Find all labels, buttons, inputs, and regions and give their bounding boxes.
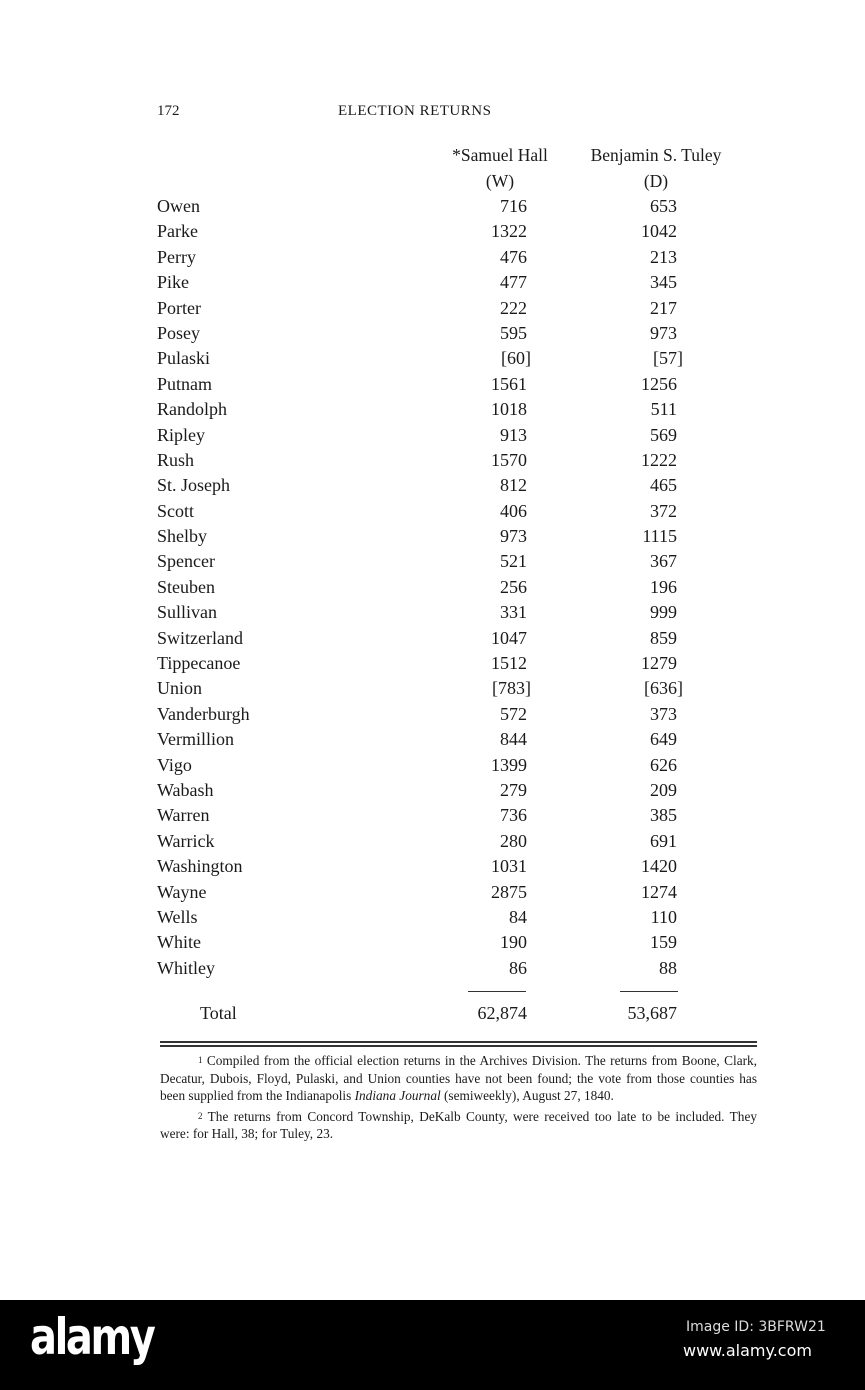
hall-votes: 716 bbox=[500, 196, 527, 216]
total-hall: 62,874 bbox=[477, 1003, 527, 1023]
footnote-rule-bottom bbox=[160, 1045, 757, 1047]
hall-votes: 406 bbox=[500, 500, 527, 521]
county-name: Switzerland bbox=[157, 627, 243, 648]
hall-votes: 844 bbox=[500, 729, 527, 750]
total-label: Total bbox=[200, 1003, 237, 1023]
image-id: Image ID: 3BFRW21 bbox=[686, 1319, 826, 1335]
county-name: Posey bbox=[157, 322, 201, 343]
hall-votes: 190 bbox=[500, 932, 527, 953]
table-row bbox=[157, 549, 697, 574]
table-row bbox=[157, 448, 697, 473]
running-head: ELECTION RETURNS bbox=[338, 103, 492, 119]
hall-votes: 476 bbox=[500, 246, 527, 267]
tuley-votes: 159 bbox=[650, 932, 677, 953]
footnote-2: $^2$ The returns from Concord Township, DeKalb County, were received too late to be included. They were: for Hall, 38; for Tuley, 23. bbox=[160, 1108, 757, 1141]
tuley-votes: 213 bbox=[650, 246, 677, 267]
county-name: Vermillion bbox=[157, 729, 234, 750]
county-name: Wabash bbox=[157, 779, 214, 800]
county-name: Parke bbox=[157, 221, 198, 242]
tuley-votes: 1115 bbox=[642, 526, 677, 547]
hall-votes: 736 bbox=[500, 805, 527, 826]
county-name: Vigo bbox=[157, 754, 192, 775]
county-name: Washington bbox=[157, 856, 243, 877]
table-row bbox=[157, 346, 697, 371]
table-row bbox=[157, 829, 697, 854]
table-row bbox=[157, 423, 697, 448]
tuley-votes: 465 bbox=[650, 475, 677, 496]
table-row bbox=[157, 905, 697, 930]
table-row bbox=[157, 473, 697, 498]
table-row bbox=[157, 219, 697, 244]
tuley-votes: 1420 bbox=[641, 856, 677, 877]
tuley-votes: 209 bbox=[650, 779, 677, 800]
county-name: Scott bbox=[157, 500, 195, 521]
table-row bbox=[157, 372, 697, 397]
table-row bbox=[157, 778, 697, 803]
tuley-votes: 859 bbox=[650, 627, 677, 648]
total-tuley: 53,687 bbox=[627, 1003, 677, 1023]
county-name: St. Joseph bbox=[157, 475, 231, 496]
footnote-1: $^1$ Compiled from the official election returns in the Archives Division. The returns from Boone, Clark, Decatur, Dubois, Floyd, Pulaski, and Union counties have not been found; the vote from those counties has been supplied from the Indianapolis Indiana Journal (semiweekly), August 27, 1840. bbox=[160, 1053, 757, 1103]
county-name: Rush bbox=[157, 449, 195, 470]
table-row bbox=[157, 499, 697, 524]
tuley-votes: 999 bbox=[650, 602, 677, 623]
table-row bbox=[157, 626, 697, 651]
hall-votes: 913 bbox=[500, 424, 527, 445]
county-name: Warren bbox=[157, 805, 210, 826]
hall-votes: 1561 bbox=[491, 373, 527, 394]
returns-table bbox=[157, 194, 697, 981]
tuley-votes: 1274 bbox=[641, 881, 677, 902]
party-tuley: (D) bbox=[643, 171, 669, 191]
hall-votes: 973 bbox=[500, 526, 527, 547]
county-name: Owen bbox=[157, 196, 200, 216]
hall-votes: 1399 bbox=[491, 754, 527, 775]
hall-votes: 1570 bbox=[491, 449, 527, 470]
hall-votes: 595 bbox=[500, 322, 527, 343]
table-row bbox=[157, 727, 697, 752]
sum-rule-tuley bbox=[620, 991, 678, 992]
county-name: Pulaski bbox=[157, 348, 211, 369]
table-row bbox=[157, 397, 697, 422]
hall-votes: 521 bbox=[500, 551, 527, 572]
party-hall: (W) bbox=[485, 171, 515, 191]
table-row bbox=[157, 880, 697, 905]
tuley-votes: 1222 bbox=[641, 449, 677, 470]
tuley-votes: 511 bbox=[650, 399, 677, 420]
table-row bbox=[157, 575, 697, 600]
county-name: Tippecanoe bbox=[157, 653, 241, 674]
tuley-votes: 345 bbox=[650, 272, 677, 293]
table-row bbox=[157, 753, 697, 778]
sum-rule-hall bbox=[468, 991, 526, 992]
table-row bbox=[157, 321, 697, 346]
county-name: Union bbox=[157, 678, 202, 699]
county-name: Putnam bbox=[157, 373, 213, 394]
tuley-votes: 973 bbox=[650, 322, 677, 343]
tuley-votes: 653 bbox=[650, 196, 677, 216]
hall-votes: 86 bbox=[509, 957, 527, 978]
table-row bbox=[157, 270, 697, 295]
tuley-votes: [57] bbox=[653, 348, 683, 369]
footnote-rule-top bbox=[160, 1041, 757, 1043]
hall-votes: 2875 bbox=[491, 881, 527, 902]
table-row bbox=[157, 930, 697, 955]
county-name: Warrick bbox=[157, 830, 215, 851]
tuley-votes: 217 bbox=[650, 297, 677, 318]
table-row bbox=[157, 600, 697, 625]
hall-votes: 1018 bbox=[491, 399, 527, 420]
tuley-votes: 1256 bbox=[641, 373, 677, 394]
tuley-votes: 569 bbox=[650, 424, 677, 445]
alamy-logo: alamy bbox=[30, 1308, 154, 1366]
county-name: Steuben bbox=[157, 576, 215, 597]
column-header-hall: *Samuel Hall bbox=[452, 145, 548, 165]
page-number: 172 bbox=[157, 103, 180, 119]
county-name: White bbox=[157, 932, 201, 953]
county-name: Ripley bbox=[157, 424, 205, 445]
tuley-votes: 110 bbox=[650, 906, 677, 927]
hall-votes: [783] bbox=[492, 678, 531, 699]
county-name: Perry bbox=[157, 246, 196, 267]
tuley-votes: [636] bbox=[644, 678, 683, 699]
county-name: Porter bbox=[157, 297, 201, 318]
hall-votes: 84 bbox=[509, 906, 527, 927]
table-row bbox=[157, 854, 697, 879]
table-row bbox=[157, 524, 697, 549]
tuley-votes: 626 bbox=[650, 754, 677, 775]
hall-votes: 1031 bbox=[491, 856, 527, 877]
tuley-votes: 649 bbox=[650, 729, 677, 750]
tuley-votes: 691 bbox=[650, 830, 677, 851]
hall-votes: 477 bbox=[500, 272, 527, 293]
table-row bbox=[157, 245, 697, 270]
county-name: Vanderburgh bbox=[157, 703, 250, 724]
table-row bbox=[157, 296, 697, 321]
county-name: Sullivan bbox=[157, 602, 218, 623]
site-url: www.alamy.com bbox=[683, 1341, 812, 1360]
county-name: Wells bbox=[157, 906, 198, 927]
county-name: Wayne bbox=[157, 881, 207, 902]
hall-votes: [60] bbox=[501, 348, 531, 369]
county-name: Randolph bbox=[157, 399, 227, 420]
hall-votes: 256 bbox=[500, 576, 527, 597]
table-row bbox=[157, 676, 697, 701]
tuley-votes: 88 bbox=[659, 957, 677, 978]
hall-votes: 1322 bbox=[491, 221, 527, 242]
hall-votes: 222 bbox=[500, 297, 527, 318]
table-row bbox=[157, 651, 697, 676]
tuley-votes: 196 bbox=[650, 576, 677, 597]
tuley-votes: 373 bbox=[650, 703, 677, 724]
tuley-votes: 385 bbox=[650, 805, 677, 826]
table-row bbox=[157, 194, 697, 219]
tuley-votes: 367 bbox=[650, 551, 677, 572]
footnotes bbox=[160, 1052, 757, 1146]
county-name: Spencer bbox=[157, 551, 215, 572]
hall-votes: 572 bbox=[500, 703, 527, 724]
county-name: Pike bbox=[157, 272, 190, 293]
tuley-votes: 1042 bbox=[641, 221, 677, 242]
county-name: Whitley bbox=[157, 957, 215, 978]
table-row bbox=[157, 956, 697, 981]
hall-votes: 331 bbox=[500, 602, 527, 623]
hall-votes: 1512 bbox=[491, 653, 527, 674]
column-header-tuley: Benjamin S. Tuley bbox=[590, 145, 722, 165]
hall-votes: 280 bbox=[500, 830, 527, 851]
tuley-votes: 1279 bbox=[641, 653, 677, 674]
hall-votes: 279 bbox=[500, 779, 527, 800]
hall-votes: 812 bbox=[500, 475, 527, 496]
table-row bbox=[157, 702, 697, 727]
hall-votes: 1047 bbox=[491, 627, 527, 648]
county-name: Shelby bbox=[157, 526, 208, 547]
tuley-votes: 372 bbox=[650, 500, 677, 521]
table-row bbox=[157, 803, 697, 828]
